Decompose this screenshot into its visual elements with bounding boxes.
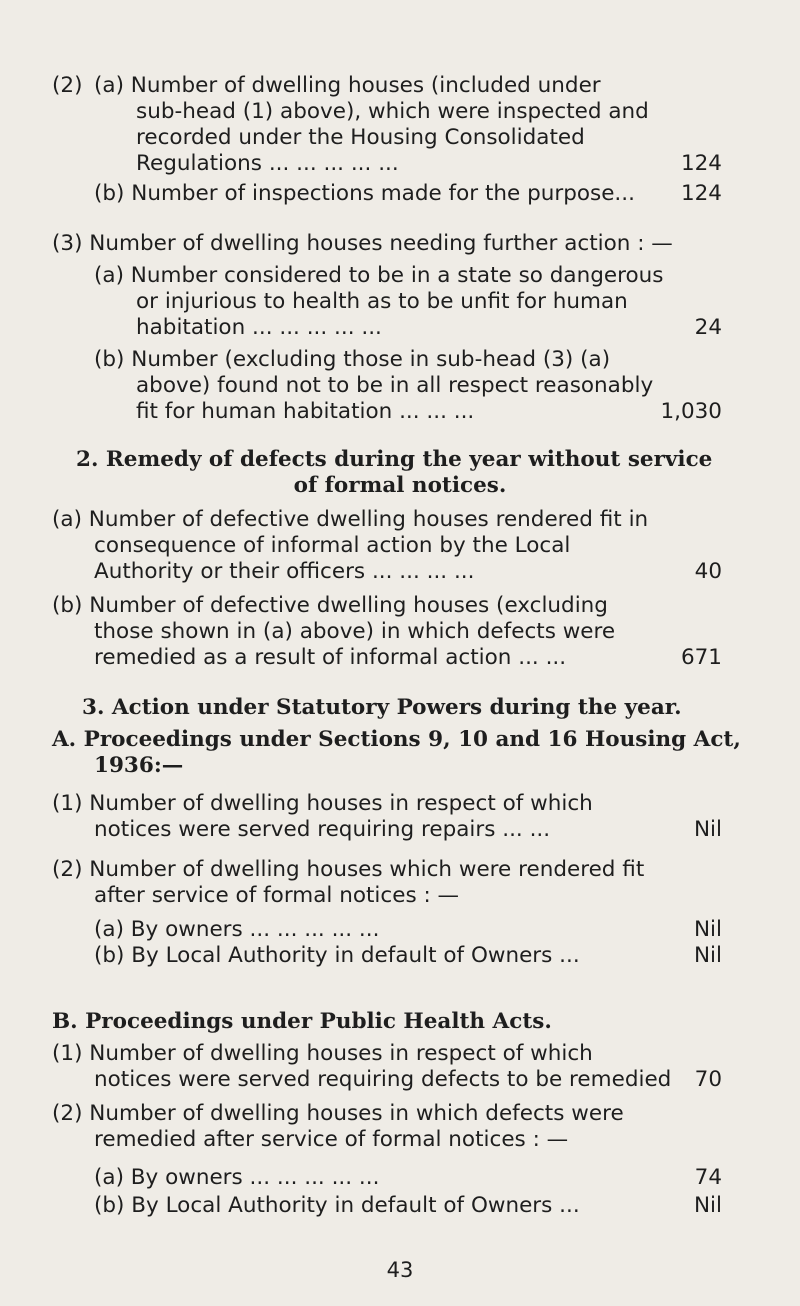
section-3A-heading-line-2: 1936:—	[94, 753, 184, 778]
item-2b-value: 124	[680, 181, 722, 206]
sec2-b-value: 671	[680, 645, 722, 670]
item-2a-line-1: (a) Number of dwelling houses (included under	[94, 73, 601, 98]
sec3-A2b-value: Nil	[693, 943, 722, 968]
item-3b-value: 1,030	[660, 399, 722, 424]
sec3-A2a-value: Nil	[693, 917, 722, 942]
sec2-b-line-1: (b) Number of defective dwelling houses (excluding	[52, 593, 608, 618]
item-3a-value: 24	[694, 315, 722, 340]
item-2a-line-3: recorded under the Housing Consolidated	[136, 125, 585, 150]
item-3b-line-3: fit for human habitation ... ... ...	[136, 399, 475, 424]
item-3b-line-2: above) found not to be in all respect reasonably	[136, 373, 654, 398]
sec3-B2-line-2: remedied after service of formal notices : —	[94, 1127, 569, 1152]
sec3-B2b-text: (b) By Local Authority in default of Owners ...	[94, 1193, 580, 1218]
sec3-B1-value: 70	[694, 1067, 722, 1092]
sec2-b-line-2: those shown in (a) above) in which defects were	[94, 619, 616, 644]
item-2a-line-4: Regulations ... ... ... ... ...	[136, 151, 399, 176]
section-2-heading-line-2: of formal notices.	[293, 473, 507, 498]
item-3a-line-2: or injurious to health as to be unfit for human	[136, 289, 628, 314]
sec3-B1-line-2: notices were served requiring defects to be remedied	[94, 1067, 672, 1092]
section-3B-heading: B. Proceedings under Public Health Acts.	[52, 1009, 552, 1034]
item-3b-line-1: (b) Number (excluding those in sub-head (3) (a)	[94, 347, 611, 372]
sec3-A1-value: Nil	[693, 817, 722, 842]
item-2-label: (2)	[52, 73, 83, 98]
sec3-A2a-text: (a) By owners ... ... ... ... ...	[94, 917, 380, 942]
section-2-heading-line-1: 2. Remedy of defects during the year without service	[76, 447, 713, 472]
sec3-A1-line-1: (1) Number of dwelling houses in respect of which	[52, 791, 593, 816]
item-3a-line-3: habitation ... ... ... ... ...	[136, 315, 382, 340]
sec2-a-line-3: Authority or their officers ... ... ... ...	[94, 559, 475, 584]
item-2a-line-2: sub-head (1) above), which were inspected and	[136, 99, 649, 124]
sec2-a-line-2: consequence of informal action by the Local	[94, 533, 571, 558]
sec3-B2a-text: (a) By owners ... ... ... ... ...	[94, 1165, 380, 1190]
sec2-b-line-3: remedied as a result of informal action ... ...	[94, 645, 567, 670]
section-3A-heading-line-1: A. Proceedings under Sections 9, 10 and 16 Housing Act,	[52, 727, 741, 752]
section-3-heading: 3. Action under Statutory Powers during the year.	[82, 695, 682, 720]
sec2-a-line-1: (a) Number of defective dwelling houses rendered fit in	[52, 507, 649, 532]
sec2-a-value: 40	[694, 559, 722, 584]
sec3-A2b-text: (b) By Local Authority in default of Owners ...	[94, 943, 580, 968]
item-3-text: (3) Number of dwelling houses needing further action : —	[52, 231, 673, 256]
item-3a-line-1: (a) Number considered to be in a state so dangerous	[94, 263, 664, 288]
sec3-B1-line-1: (1) Number of dwelling houses in respect of which	[52, 1041, 593, 1066]
sec3-A2-line-2: after service of formal notices : —	[94, 883, 460, 908]
sec3-B2-line-1: (2) Number of dwelling houses in which defects were	[52, 1101, 624, 1126]
sec3-B2a-value: 74	[694, 1165, 722, 1190]
sec3-A1-line-2: notices were served requiring repairs ... ...	[94, 817, 551, 842]
sec3-A2-line-1: (2) Number of dwelling houses which were rendered fit	[52, 857, 645, 882]
sec3-B2b-value: Nil	[693, 1193, 722, 1218]
page-number: 43	[386, 1258, 414, 1282]
item-2b-text: (b) Number of inspections made for the purpose...	[94, 181, 635, 206]
item-2a-value: 124	[680, 151, 722, 176]
